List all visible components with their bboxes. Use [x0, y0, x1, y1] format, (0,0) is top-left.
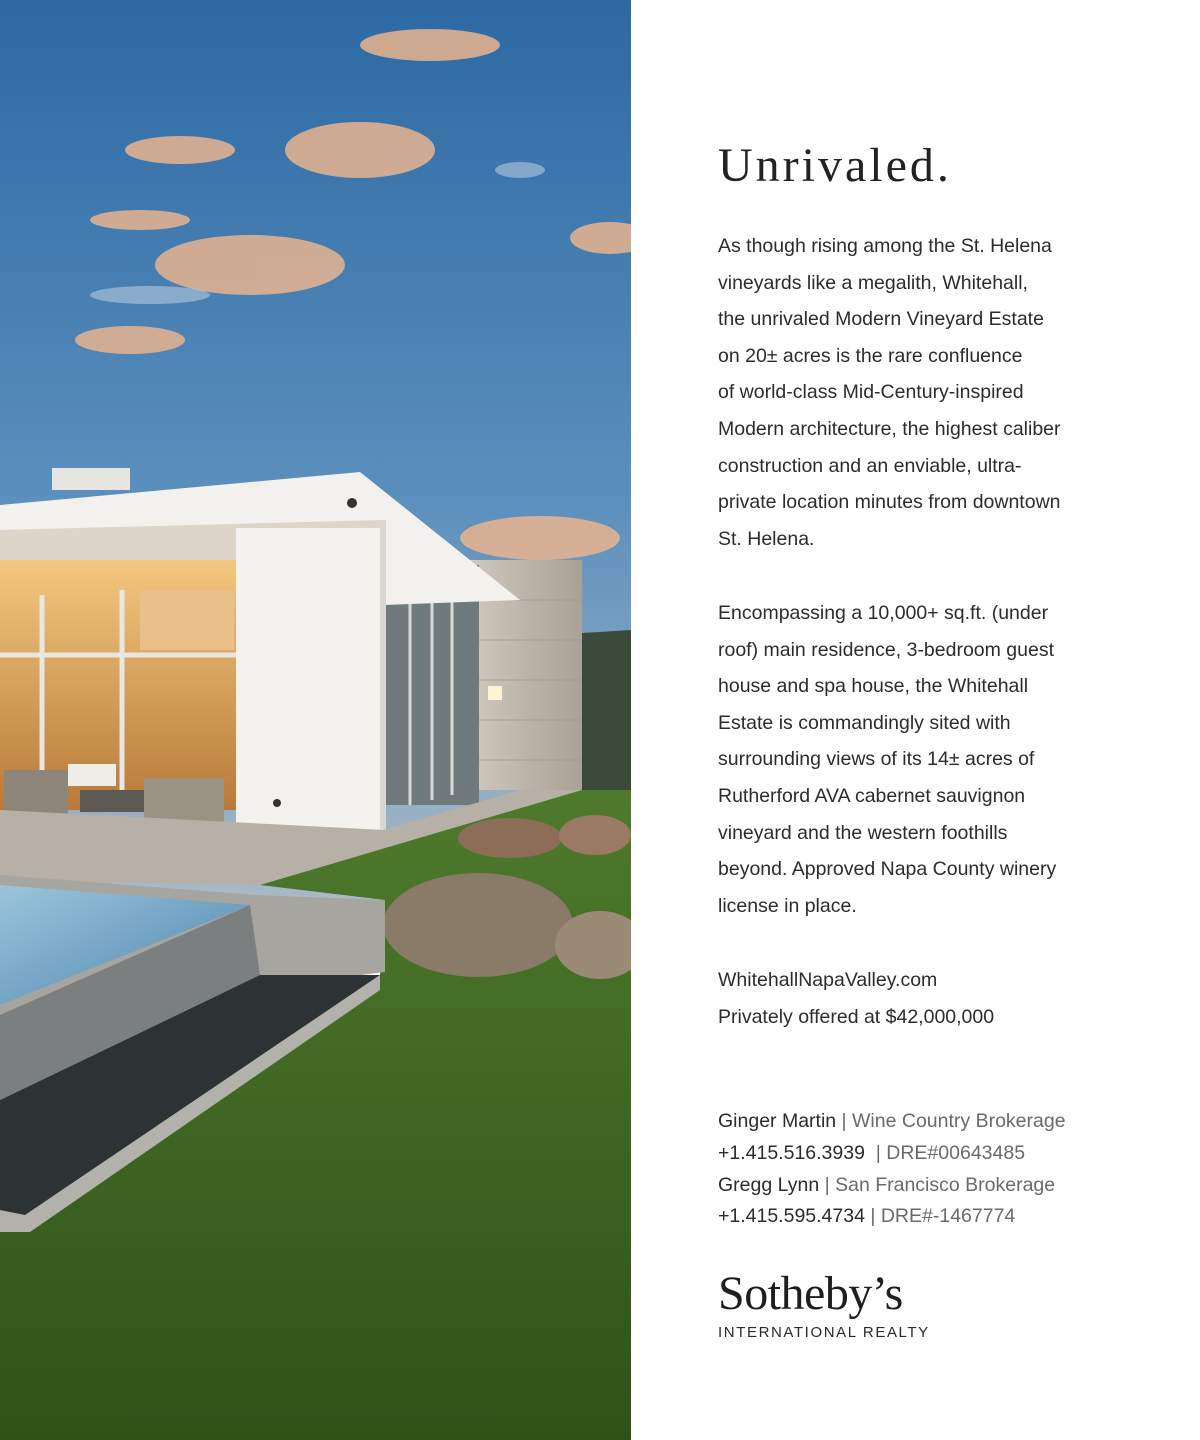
- description-line: Estate is commandingly sited with: [718, 711, 1011, 734]
- agent-brokerage: San Francisco Brokerage: [835, 1173, 1056, 1196]
- description-line: private location minutes from downtown: [718, 491, 1061, 514]
- agent-phone[interactable]: +1.415.516.3939: [718, 1141, 865, 1164]
- logo-subline: INTERNATIONAL REALTY: [718, 1324, 930, 1341]
- description-line: on 20± acres is the rare confluence: [718, 344, 1023, 367]
- agent-name: Gregg Lynn: [718, 1173, 820, 1196]
- offer-block: [718, 962, 994, 1035]
- description-line: beyond. Approved Napa County winery: [718, 858, 1057, 881]
- agent-brokerage: Wine Country Brokerage: [852, 1110, 1066, 1132]
- sothebys-logo: [718, 1266, 930, 1341]
- listing-copy: [718, 0, 1158, 1440]
- description-line: the unrivaled Modern Vineyard Estate: [718, 308, 1044, 331]
- agent-2-phone-line: +1.415.595.4734 | DRE#-1467774: [718, 1205, 1016, 1228]
- description-paragraph-2: [718, 595, 1056, 924]
- description-line: St. Helena.: [718, 527, 815, 550]
- description-line: As though rising among the St. Helena: [718, 235, 1052, 257]
- description-line: of world-class Mid-Century-inspired: [718, 381, 1024, 404]
- description-line: construction and an enviable, ultra-: [718, 454, 1022, 477]
- description-line: roof) main residence, 3-bedroom guest: [718, 638, 1055, 661]
- agent-contacts: [718, 1106, 1066, 1233]
- description-line: Rutherford AVA cabernet sauvignon: [718, 784, 1026, 807]
- description-paragraph-1: [718, 228, 1061, 557]
- description-line: Encompassing a 10,000+ sq.ft. (under: [718, 602, 1049, 624]
- description-line: license in place.: [718, 894, 857, 917]
- description-line: vineyards like a megalith, Whitehall,: [718, 271, 1028, 294]
- description-line: surrounding views of its 14± acres of: [718, 748, 1035, 771]
- description-line: house and spa house, the Whitehall: [718, 675, 1029, 698]
- description-line: Modern architecture, the highest caliber: [718, 417, 1061, 440]
- agent-name: Ginger Martin: [718, 1110, 837, 1132]
- agent-1-line: Ginger Martin | Wine Country Brokerage: [718, 1110, 1066, 1132]
- agent-dre: DRE#00643485: [886, 1141, 1026, 1164]
- price-line: Privately offered at $42,000,000: [718, 1005, 995, 1028]
- website-link[interactable]: WhitehallNapaValley.com: [718, 969, 938, 991]
- description-line: vineyard and the western foothills: [718, 821, 1008, 844]
- logo-wordmark: Sotheby’s: [718, 1267, 903, 1320]
- agent-dre: DRE#-1467774: [880, 1205, 1016, 1228]
- agent-phone[interactable]: +1.415.595.4734: [718, 1205, 865, 1228]
- agent-1-phone-line: +1.415.516.3939 | DRE#00643485: [718, 1141, 1026, 1164]
- headline: Unrivaled.: [718, 139, 952, 192]
- agent-2-line: Gregg Lynn | San Francisco Brokerage: [718, 1173, 1056, 1196]
